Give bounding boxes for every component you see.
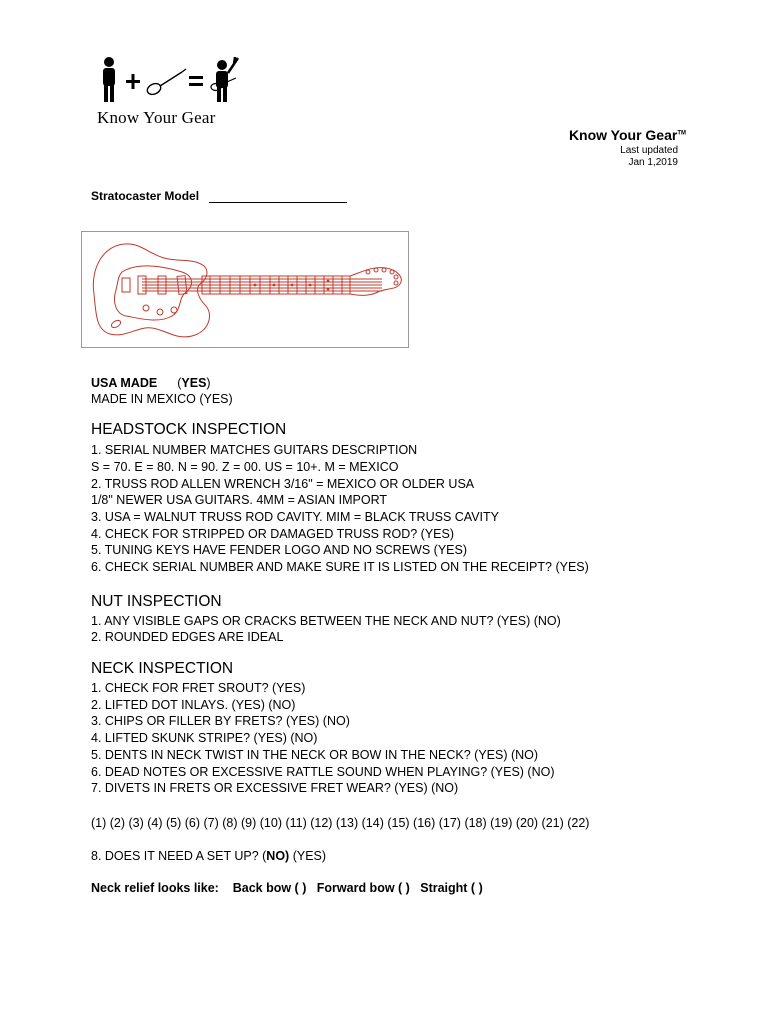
setup-answer-yes: (YES) [289, 849, 327, 863]
neck-heading: NECK INSPECTION [91, 660, 234, 677]
headstock-line: 1/8" NEWER USA GUITARS. 4MM = ASIAN IMPORT [91, 493, 388, 507]
usa-made-label: USA MADE [91, 376, 158, 390]
neck-relief-line: Neck relief looks like: Back bow ( ) Forward bow ( ) Straight ( ) [91, 881, 483, 895]
neck-line: 3. CHIPS OR FILLER BY FRETS? (YES) (NO) [91, 714, 350, 728]
headstock-line: 2. TRUSS ROD ALLEN WRENCH 3/16" = MEXICO OR OLDER USA [91, 477, 475, 491]
logo-pictogram-icon [94, 56, 254, 108]
headstock-line: 3. USA = WALNUT TRUSS ROD CAVITY. MIM = BLACK TRUSS CAVITY [91, 510, 499, 524]
trademark-mark: TM [677, 130, 686, 137]
document-title-text: Know Your Gear [568, 127, 678, 143]
fret-numbers-line: (1) (2) (3) (4) (5) (6) (7) (8) (9) (10) (11) (12) (13) (14) (15) (16) (17) (18) (19) (20) (21) (22) [91, 816, 590, 830]
neck-line: 7. DIVETS IN FRETS OR EXCESSIVE FRET WEAR? (YES) (NO) [91, 781, 459, 795]
headstock-line: 6. CHECK SERIAL NUMBER AND MAKE SURE IT IS LISTED ON THE RECEIPT? (YES) [91, 560, 589, 574]
guitar-illustration-frame [81, 231, 409, 348]
headstock-line: 5. TUNING KEYS HAVE FENDER LOGO AND NO SCREWS (YES) [91, 543, 467, 557]
setup-question-line [91, 849, 326, 863]
usa-close-paren: ) [206, 376, 211, 390]
headstock-line: 1. SERIAL NUMBER MATCHES GUITARS DESCRIPTION [91, 443, 418, 457]
neck-line: 6. DEAD NOTES OR EXCESSIVE RATTLE SOUND WHEN PLAYING? (YES) (NO) [91, 765, 555, 779]
nut-heading: NUT INSPECTION [91, 593, 222, 610]
setup-question-text: 8. DOES IT NEED A SET UP? ( [91, 849, 267, 863]
neck-line: 1. CHECK FOR FRET SROUT? (YES) [91, 681, 306, 695]
nut-line: 2. ROUNDED EDGES ARE IDEAL [91, 630, 284, 644]
model-blank-line [209, 190, 347, 203]
stratocaster-outline-icon [82, 232, 408, 347]
last-updated-label: Last updated [620, 145, 678, 156]
model-field [91, 189, 347, 203]
usa-made-line [91, 376, 211, 390]
headstock-line: 4. CHECK FOR STRIPPED OR DAMAGED TRUSS ROD? (YES) [91, 527, 455, 541]
neck-line: 4. LIFTED SKUNK STRIPE? (YES) (NO) [91, 731, 318, 745]
nut-line: 1. ANY VISIBLE GAPS OR CRACKS BETWEEN THE NECK AND NUT? (YES) (NO) [91, 614, 561, 628]
last-updated-date: Jan 1,2019 [628, 157, 678, 168]
neck-line: 2. LIFTED DOT INLAYS. (YES) (NO) [91, 698, 296, 712]
headstock-heading: HEADSTOCK INSPECTION [91, 421, 287, 438]
made-in-mexico-line: MADE IN MEXICO (YES) [91, 392, 233, 406]
logo-brand-text: Know Your Gear [97, 108, 216, 127]
headstock-line: S = 70. E = 80. N = 90. Z = 00. US = 10+. M = MEXICO [91, 460, 399, 474]
model-label: Stratocaster Model [91, 189, 200, 203]
usa-made-value: YES [181, 376, 207, 390]
document-title [569, 127, 686, 143]
usa-open-paren: ( [177, 376, 182, 390]
setup-answer-no: NO) [266, 849, 290, 863]
neck-line: 5. DENTS IN NECK TWIST IN THE NECK OR BOW IN THE NECK? (YES) (NO) [91, 748, 539, 762]
